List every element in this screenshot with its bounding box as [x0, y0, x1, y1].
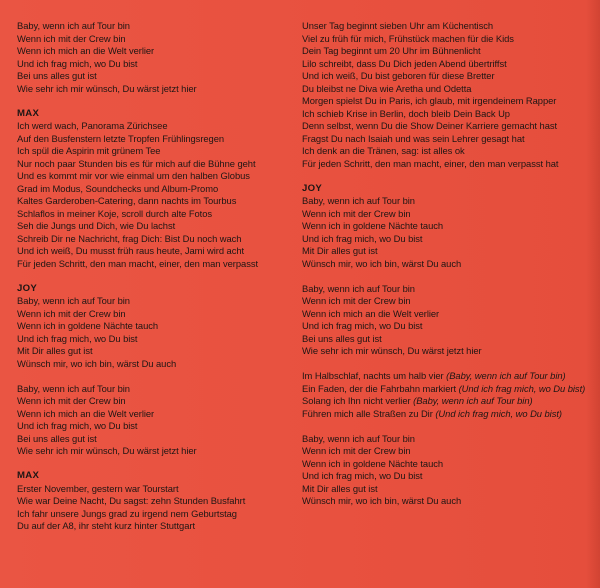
lyric-line: Bei uns alles gut ist — [302, 332, 382, 344]
lyric-line: Ich schieb Krise in Berlin, doch bleib Dein Back Up — [302, 107, 510, 119]
singer-label: JOY — [17, 282, 38, 294]
lyric-line: Wenn ich mich an die Welt verlier — [302, 307, 440, 319]
lyric-line: Bei uns alles gut ist — [17, 432, 97, 444]
lyric-line: Baby, wenn ich auf Tour bin — [302, 432, 415, 444]
lyric-line: Erster November, gestern war Tourstart — [17, 482, 179, 494]
lyric-line: Wie sehr ich mir wünsch, Du wärst jetzt hier — [17, 82, 197, 94]
stanza-gap — [302, 270, 594, 283]
lyric-line — [302, 408, 594, 421]
lyric-line: Seh die Jungs und Dich, wie Du lachst — [17, 220, 176, 231]
stanza-gap — [302, 170, 594, 183]
lyric-line: Wenn ich in goldene Nächte tauch — [302, 457, 444, 469]
lyric-line: Baby, wenn ich auf Tour bin — [17, 295, 130, 306]
singer-label: MAX — [17, 470, 40, 481]
lyric-line: Denn selbst, wenn Du die Show Deiner Karriere gemacht hast — [302, 120, 558, 131]
lyric-line: Wie war Deine Nacht, Du sagst: zehn Stunden Busfahrt — [17, 495, 246, 506]
stanza-gap — [17, 95, 289, 108]
singer-label: JOY — [302, 182, 323, 194]
lyric-line: Lilo schreibt, dass Du Dich jeden Abend übertriffst — [302, 57, 507, 69]
lyric-line: Schlaflos in meiner Koje, scroll durch alte Fotos — [17, 207, 213, 219]
lyric-line: Wenn ich mit der Crew bin — [17, 307, 126, 319]
lyric-line — [302, 370, 594, 383]
lyric-line: Wenn ich mich an die Welt verlier — [17, 407, 155, 419]
lyric-line: Wenn ich mit der Crew bin — [17, 32, 126, 44]
lyric-line: Wenn ich mit der Crew bin — [302, 445, 411, 456]
lyric-line: Baby, wenn ich auf Tour bin — [17, 20, 130, 31]
lyric-line: Für jeden Schritt, den man macht, einer, den man verpasst hat — [302, 157, 559, 169]
lyric-fragment: Solang ich Ihn nicht verlier — [302, 395, 414, 406]
lyric-line: Mit Dir alles gut ist — [302, 482, 378, 494]
singer-label: MAX — [17, 107, 40, 119]
lyric-line: Wie sehr ich mir wünsch, Du wärst jetzt hier — [302, 345, 482, 356]
lyric-line: Wenn ich mit der Crew bin — [302, 207, 411, 219]
lyric-line: Und ich frag mich, wo Du bist — [302, 320, 423, 331]
lyric-line: Wenn ich mich an die Welt verlier — [17, 45, 155, 56]
lyric-fragment: Ein Faden, der die Fahrbahn markiert — [302, 382, 459, 394]
lyric-line: Ich denk an die Tränen, sag: ist alles ok — [302, 145, 465, 156]
lyric-line — [302, 395, 594, 408]
lyric-line: Schreib Dir ne Nachricht, frag Dich: Bist Du noch wach — [17, 232, 242, 244]
lyric-line: Grad im Modus, Soundchecks und Album-Promo — [17, 182, 219, 194]
lyric-line: Wünsch mir, wo ich bin, wärst Du auch — [302, 257, 462, 269]
lyric-line — [302, 383, 594, 396]
stanza-gap — [302, 420, 594, 433]
lyric-line: Dein Tag beginnt um 20 Uhr im Bühnenlicht — [302, 45, 481, 56]
lyric-line: Wenn ich mit der Crew bin — [17, 395, 126, 406]
lyric-fragment: Im Halbschlaf, nachts um halb vier — [302, 370, 447, 381]
lyric-line: Wenn ich mit der Crew bin — [302, 295, 411, 306]
stanza-gap — [17, 458, 289, 471]
lyric-line: Fragst Du nach Isaiah und was sein Lehrer gesagt hat — [302, 132, 525, 144]
lyric-line: Du bleibst ne Diva wie Aretha und Odetta — [302, 82, 472, 94]
lyrics-column-right — [302, 20, 594, 508]
lyric-line: Ich werd wach, Panorama Zürichsee — [17, 120, 168, 131]
lyric-line: Baby, wenn ich auf Tour bin — [17, 382, 130, 394]
lyric-line: Und ich frag mich, wo Du bist — [17, 420, 138, 431]
lyric-line: Unser Tag beginnt sieben Uhr am Küchentisch — [302, 20, 494, 31]
lyric-backing-vocal: (Und ich frag mich, wo Du bist) — [435, 407, 562, 419]
lyric-line: Kaltes Garderoben-Catering, dann nachts im Tourbus — [17, 195, 237, 206]
lyric-line: Wenn ich in goldene Nächte tauch — [17, 320, 159, 331]
lyric-backing-vocal: (Und ich frag mich, wo Du bist) — [458, 382, 586, 394]
lyric-line: Nur noch paar Stunden bis es für mich auf die Bühne geht — [17, 157, 256, 169]
lyric-line: Und ich frag mich, wo Du bist — [302, 470, 423, 481]
lyric-line: Mit Dir alles gut ist — [302, 245, 378, 256]
lyric-line: Baby, wenn ich auf Tour bin — [302, 282, 415, 294]
lyric-line: Morgen spielst Du in Paris, ich glaub, mit irgendeinem Rapper — [302, 95, 557, 106]
lyric-line: Und es kommt mir vor wie einmal um den halben Globus — [17, 170, 250, 181]
lyric-line: Wünsch mir, wo ich bin, wärst Du auch — [302, 495, 462, 506]
lyric-line: Bei uns alles gut ist — [17, 70, 97, 81]
lyric-backing-vocal: (Baby, wenn ich auf Tour bin) — [413, 395, 533, 406]
lyric-line: Ich spül die Aspirin mit grünem Tee — [17, 145, 161, 156]
lyric-line: Baby, wenn ich auf Tour bin — [302, 195, 415, 206]
lyric-line: Viel zu früh für mich, Frühstück machen für die Kids — [302, 32, 514, 44]
lyric-line: Du auf der A8, ihr steht kurz hinter Stuttgart — [17, 520, 195, 531]
lyric-line: Und ich weiß, Du musst früh raus heute, Jami wird acht — [17, 245, 245, 256]
lyric-line: Mit Dir alles gut ist — [17, 345, 93, 356]
lyric-backing-vocal: (Baby, wenn ich auf Tour bin) — [446, 370, 566, 381]
lyric-fragment: Führen mich alle Straßen zu Dir — [302, 407, 436, 419]
lyrics-column-left — [17, 20, 289, 533]
stanza-gap — [17, 270, 289, 283]
lyric-line: Wie sehr ich mir wünsch, Du wärst jetzt hier — [17, 445, 197, 456]
lyric-line: Ich fahr unsere Jungs grad zu irgend nem Geburtstag — [17, 507, 237, 519]
lyric-line: Und ich weiß, Du bist geboren für diese Bretter — [302, 70, 495, 81]
lyric-line: Wenn ich in goldene Nächte tauch — [302, 220, 444, 231]
lyric-line: Für jeden Schritt, den man macht, einer, den man verpasst — [17, 257, 259, 269]
stanza-gap — [17, 370, 289, 383]
lyric-line: Auf den Busfenstern letzte Tropfen Frühlingsregen — [17, 132, 225, 144]
stanza-gap — [302, 358, 594, 371]
lyric-line: Und ich frag mich, wo Du bist — [302, 232, 423, 244]
lyric-line: Wünsch mir, wo ich bin, wärst Du auch — [17, 357, 177, 369]
lyric-line: Und ich frag mich, wo Du bist — [17, 332, 138, 344]
lyric-line: Und ich frag mich, wo Du bist — [17, 57, 138, 69]
